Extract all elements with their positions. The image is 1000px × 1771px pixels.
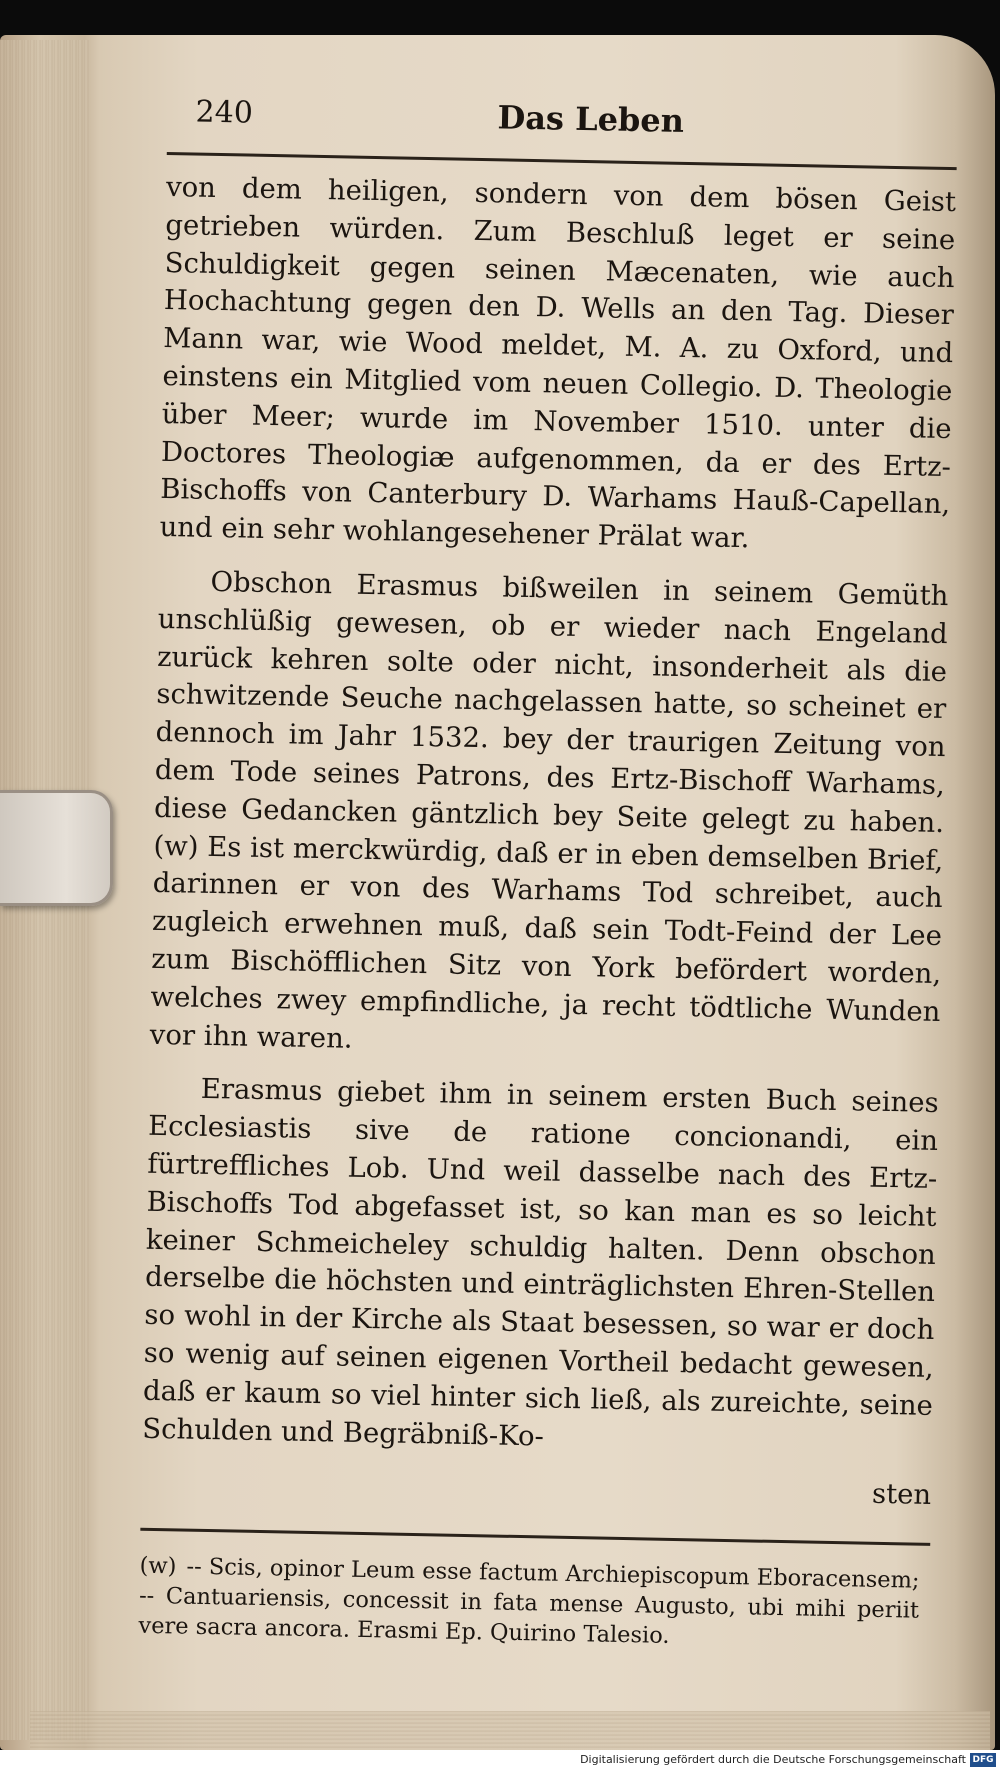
funding-credit: Digitalisierung gefördert durch die Deutsche Forschungsgemeinschaft	[580, 1753, 966, 1766]
footnote-rule	[140, 1528, 930, 1546]
footnote	[138, 1551, 930, 1656]
page-content	[138, 90, 958, 1656]
footer-bar	[0, 1750, 1000, 1771]
book-clip	[0, 790, 113, 906]
paragraph-1: von dem heiligen, sondern von dem bösen Geist getrieben würden. Zum Beschluß leget er seine Schuldigkeit gegen seinen Mæcenaten, wie auch Hochachtung gegen den D. Wells an den Tag. Dieser Mann war, wie Wood meldet, M. A. zu Oxford, und einstens ein Mitglied vom neuen Collegio. D. Theologie über Meer; wurde im November 1510. unter die Doctores Theologiæ aufgenommen, da er des Ertz-Bischoffs von Canterbury D. Warhams Hauß-Capellan, und ein sehr wohlangesehener Prälat war.	[159, 170, 957, 555]
catchword-line	[141, 1464, 932, 1519]
paragraph-3: Erasmus giebet ihm in seinem ersten Buch seines Ecclesiastis sive de ratione concionandi, ein fürtreffliches Lob. Und weil dasselbe nach des Ertz-Bischoffs Tod abgefasset ist, so kan man es so leicht keiner Schmeicheley schuldig halten. Denn obschon derselbe die höchsten und einträglichsten Ehren-Stellen so wohl in der Kirche als Staat besessen, so war er doch so wenig auf seinen eigenen Vortheil bedacht gewesen, daß er kaum so viel hinter sich ließ, als zureichte, seine Schulden und Begräbniß-Ko-	[141, 1073, 939, 1452]
footnote-text: -- Scis, opinor Leum esse factum Archiepiscopum Eboracensem; -- Cantuariensis, concessit in fata mense Augusto, ubi mihi periit vere sacra ancora. Erasmi Ep. Quirino Talesio.	[138, 1553, 920, 1650]
running-title: Das Leben	[497, 98, 685, 140]
paragraph-2: Obschon Erasmus bißweilen in seinem Gemüth unschlüßig gewesen, ob er wieder nach Engeland zurück kehren solte oder nicht, insonderheit als die schwitzende Seuche nachgelassen hatte, so scheinet er dennoch im Jahr 1532. bey der traurigen Zeitung von dem Tode seines Patrons, des Ertz-Bischoff Warhams, diese Gedancken gäntzlich bey Seite gelegt zu haben. (w) Es ist merckwürdig, daß er in eben demselben Brief, darinnen er von des Warhams Tod schreibet, auch zugleich erwehnen muß, daß sein Todt-Feind der Lee zum Bischöfflichen Sitz von York befördert worden, welches zwey empfindliche, ja recht tödtliche Wunden vor ihn waren.	[149, 565, 949, 1055]
catchword: sten	[871, 1478, 932, 1512]
page-edges-bottom	[30, 1711, 990, 1751]
page-number: 240	[195, 94, 254, 131]
dfg-logo-icon: DFG	[970, 1753, 996, 1767]
footnote-label: (w)	[139, 1553, 177, 1580]
